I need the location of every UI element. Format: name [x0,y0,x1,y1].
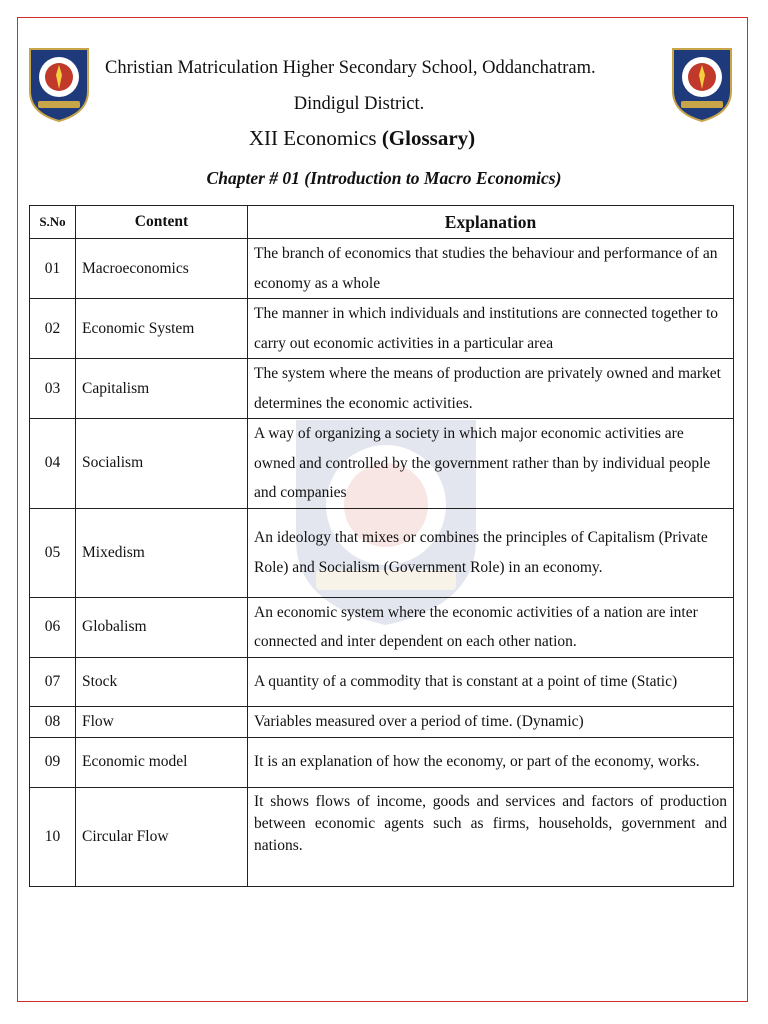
table-row [30,508,734,597]
row-sno: 02 [30,299,76,359]
row-explanation: An ideology that mixes or combines the principles of Capitalism (Private Role) and Socialism (Government Role) in an economy. [248,508,734,597]
header-content: Content [76,206,248,239]
row-sno: 06 [30,597,76,657]
row-sno: 08 [30,706,76,737]
row-content: Globalism [76,597,248,657]
row-content: Mixedism [76,508,248,597]
row-content: Socialism [76,419,248,509]
row-content: Flow [76,706,248,737]
table-row [30,419,734,509]
row-explanation: Variables measured over a period of time. (Dynamic) [248,706,734,737]
table-row [30,787,734,886]
district-name: Dindigul District. [293,94,425,114]
row-explanation: The manner in which individuals and institutions are connected together to carry out economic activities in a particular area [248,299,734,359]
row-sno: 10 [30,787,76,886]
row-sno: 07 [30,657,76,706]
row-content: Stock [76,657,248,706]
row-content: Macroeconomics [76,239,248,299]
header-explanation: Explanation [248,206,734,239]
table-row [30,657,734,706]
chapter-heading: Chapter # 01 (Introduction to Macro Economics) [206,168,562,188]
page-title [0,126,724,151]
row-explanation: The branch of economics that studies the behaviour and performance of an economy as a whole [248,239,734,299]
row-explanation: An economic system where the economic activities of a nation are inter connected and inter dependent on each other nation. [248,597,734,657]
header-sno: S.No [30,206,76,239]
table-row [30,359,734,419]
table-row [30,737,734,787]
subject-bold-label: (Glossary) [381,126,476,150]
row-sno: 04 [30,419,76,509]
row-content: Circular Flow [76,787,248,886]
table-row [30,239,734,299]
row-sno: 09 [30,737,76,787]
glossary-table [29,205,734,887]
row-sno: 01 [30,239,76,299]
subject-label: XII Economics [248,126,377,150]
row-sno: 05 [30,508,76,597]
row-explanation: The system where the means of production are privately owned and market determines the economic activities. [248,359,734,419]
table-header-row [30,206,734,239]
row-content: Economic model [76,737,248,787]
table-row [30,299,734,359]
row-content: Economic System [76,299,248,359]
table-row [30,597,734,657]
row-sno: 03 [30,359,76,419]
row-explanation: It is an explanation of how the economy, or part of the economy, works. [248,737,734,787]
row-content: Capitalism [76,359,248,419]
school-name: Christian Matriculation Higher Secondary School, Oddanchatram. [105,58,596,78]
row-explanation: A way of organizing a society in which major economic activities are owned and controlled by the government rather than by individual people and companies [248,419,734,509]
row-explanation: A quantity of a commodity that is constant at a point of time (Static) [248,657,734,706]
table-row [30,706,734,737]
row-explanation: It shows flows of income, goods and services and factors of production between economic agents such as firms, households, government and nations. [248,787,734,886]
